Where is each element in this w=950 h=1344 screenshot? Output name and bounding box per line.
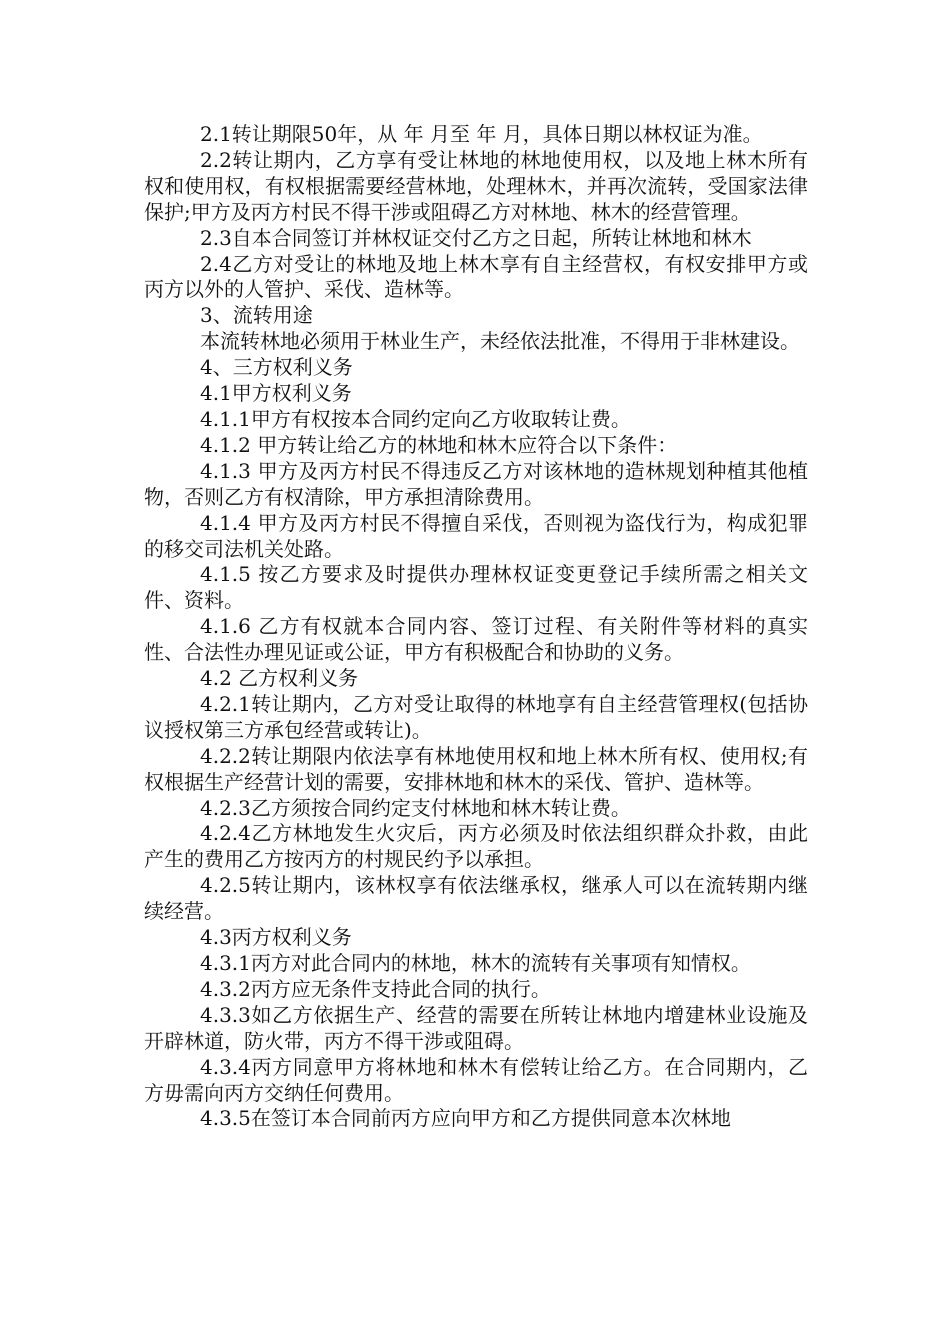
paragraph: 2.2转让期内，乙方享有受让林地的林地使用权，以及地上林木所有权和使用权，有权根据需要经营林地，处理林木，并再次流转，受国家法律保护;甲方及丙方村民不得干涉或阻碍乙方对林地、林木的经营管理。 [144, 147, 808, 224]
paragraph: 4.3.1丙方对此合同内的林地，林木的流转有关事项有知情权。 [200, 951, 751, 975]
paragraph: 本流转林地必须用于林业生产，未经依法批准，不得用于非林建设。 [200, 329, 800, 354]
document-body [144, 122, 808, 1132]
paragraph: 2.3自本合同签订并林权证交付乙方之日起，所转让林地和林木 [200, 225, 752, 250]
paragraph: 4.1.2 甲方转让给乙方的林地和林木应符合以下条件： [200, 432, 678, 457]
paragraph: 2.4乙方对受让的林地及地上林木享有自主经营权，有权安排甲方或丙方以外的人管护、采伐、造林等。 [144, 251, 808, 302]
subsection-heading: 4.1甲方权利义务 [200, 381, 352, 406]
paragraph: 4.1.3 甲方及丙方村民不得违反乙方对该林地的造林规划种植其他植物，否则乙方有权清除，甲方承担清除费用。 [144, 458, 808, 509]
paragraph: 4.2.2转让期限内依法享有林地使用权和地上林木所有权、使用权;有权根据生产经营计划的需要，安排林地和林木的采伐、管护、造林等。 [144, 743, 808, 794]
paragraph: 2.1转让期限50年，从 年 月至 年 月，具体日期以林权证为准。 [200, 122, 763, 146]
paragraph: 4.2.1转让期内，乙方对受让取得的林地享有自主经营管理权(包括协议授权第三方承包经营或转让)。 [144, 691, 808, 742]
paragraph: 4.2.5转让期内，该林权享有依法继承权，继承人可以在流转期内继续经营。 [144, 873, 808, 924]
paragraph: 4.1.5 按乙方要求及时提供办理林权证变更登记手续所需之相关文件、资料。 [144, 562, 808, 613]
subsection-heading: 4.3丙方权利义务 [200, 925, 352, 950]
paragraph: 4.3.2丙方应无条件支持此合同的执行。 [200, 976, 551, 1001]
paragraph: 4.2.3乙方须按合同约定支付林地和林木转让费。 [200, 795, 631, 820]
paragraph: 4.1.4 甲方及丙方村民不得擅自采伐，否则视为盗伐行为，构成犯罪的移交司法机关处路。 [144, 510, 808, 561]
section-heading: 4、三方权利义务 [200, 355, 353, 380]
paragraph: 4.2.4乙方林地发生火灾后，丙方必须及时依法组织群众扑救，由此产生的费用乙方按丙方的村规民约予以承担。 [144, 821, 808, 872]
paragraph: 4.3.4丙方同意甲方将林地和林木有偿转让给乙方。在合同期内，乙方毋需向丙方交纳任何费用。 [144, 1054, 808, 1105]
paragraph: 4.3.5在签订本合同前丙方应向甲方和乙方提供同意本次林地 [200, 1106, 731, 1131]
paragraph: 4.3.3如乙方依据生产、经营的需要在所转让林地内增建林业设施及开辟林道，防火带，丙方不得干涉或阻碍。 [144, 1002, 808, 1053]
paragraph: 4.1.6 乙方有权就本合同内容、签订过程、有关附件等材料的真实性、合法性办理见证或公证，甲方有积极配合和协助的义务。 [144, 614, 808, 665]
section-heading: 3、流转用途 [200, 303, 313, 328]
paragraph: 4.1.1甲方有权按本合同约定向乙方收取转让费。 [200, 406, 631, 431]
subsection-heading: 4.2 乙方权利义务 [200, 666, 359, 691]
